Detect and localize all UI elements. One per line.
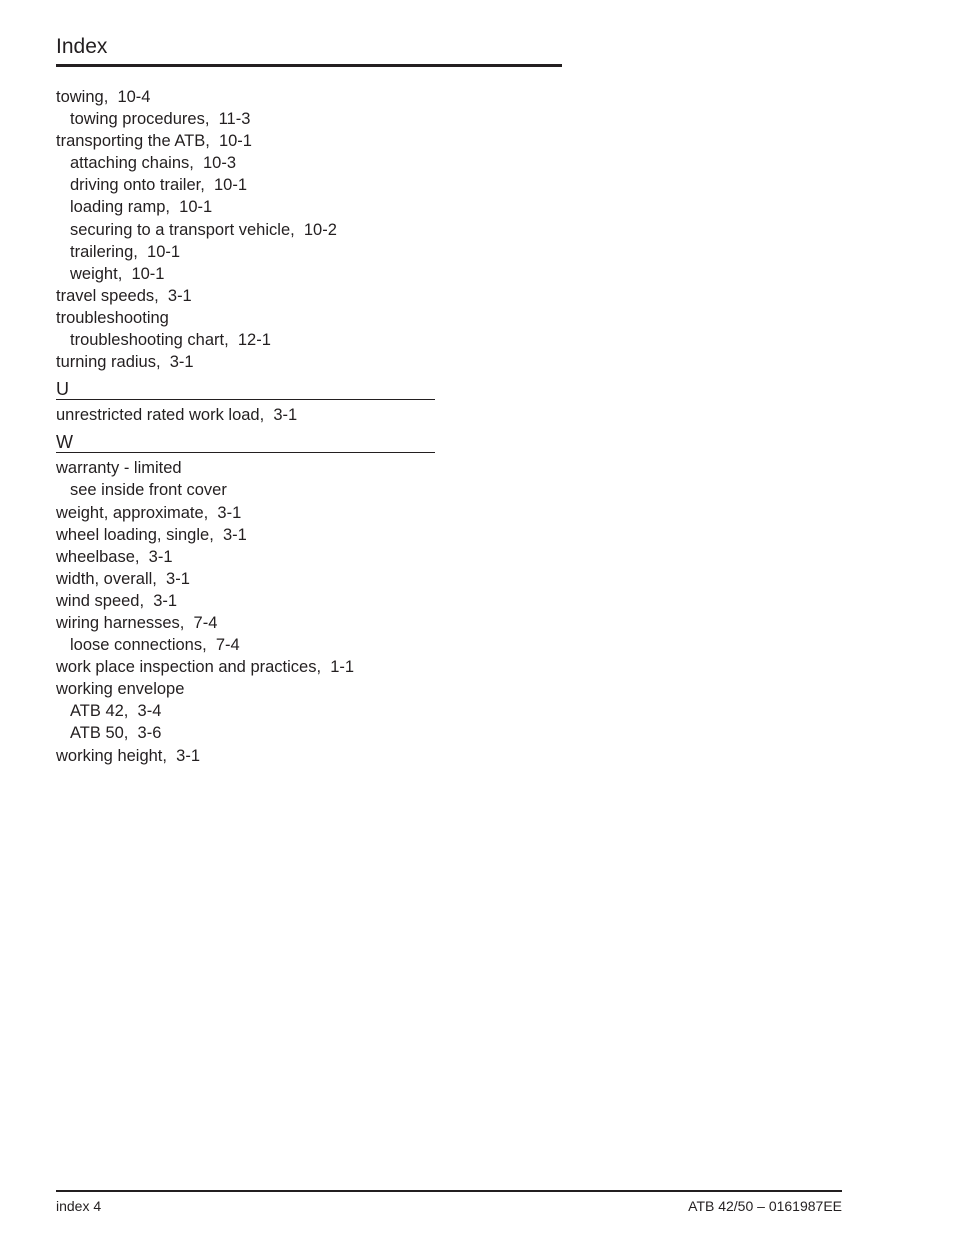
index-entry: wind speed, 3-1 — [56, 591, 178, 610]
index-entry: warranty - limited — [56, 459, 182, 478]
index-entry: turning radius, 3-1 — [56, 353, 194, 372]
index-entry: transporting the ATB, 10-1 — [56, 132, 252, 151]
index-entry: wheel loading, single, 3-1 — [56, 525, 247, 544]
index-subentry: troubleshooting chart, 12-1 — [70, 331, 271, 350]
index-entry: working envelope — [56, 680, 185, 699]
footer-doc-id: ATB 42/50 – 0161987EE — [688, 1198, 842, 1214]
index-entry: width, overall, 3-1 — [56, 569, 190, 588]
index-subentry: ATB 50, 3-6 — [70, 724, 162, 743]
index-body — [56, 86, 556, 767]
index-subentry: loading ramp, 10-1 — [70, 198, 213, 217]
index-subentry: driving onto trailer, 10-1 — [70, 176, 248, 195]
index-entry: weight, approximate, 3-1 — [56, 503, 242, 522]
index-entry: wheelbase, 3-1 — [56, 547, 173, 566]
section-letter: W — [56, 433, 435, 453]
footer-rule — [56, 1190, 842, 1192]
section-letter: U — [56, 380, 435, 400]
index-subentry: see inside front cover — [70, 481, 227, 500]
index-entry: travel speeds, 3-1 — [56, 286, 192, 305]
index-subentry: securing to a transport vehicle, 10-2 — [70, 220, 337, 239]
index-subentry: trailering, 10-1 — [70, 242, 181, 261]
title-rule — [56, 64, 562, 67]
index-entry: towing, 10-4 — [56, 88, 151, 106]
index-entry: wiring harnesses, 7-4 — [56, 613, 218, 632]
index-entry: unrestricted rated work load, 3-1 — [56, 406, 298, 425]
index-subentry: loose connections, 7-4 — [70, 636, 240, 655]
index-entry: working height, 3-1 — [56, 746, 200, 765]
index-subentry: weight, 10-1 — [70, 264, 165, 283]
index-subentry: attaching chains, 10-3 — [70, 154, 237, 173]
footer-page-label: index 4 — [56, 1198, 102, 1214]
index-entry: troubleshooting — [56, 308, 169, 327]
page-title: Index — [56, 35, 108, 58]
index-entry: work place inspection and practices, 1-1 — [56, 658, 355, 677]
index-subentry: ATB 42, 3-4 — [70, 702, 162, 721]
index-subentry: towing procedures, 11-3 — [70, 110, 251, 129]
